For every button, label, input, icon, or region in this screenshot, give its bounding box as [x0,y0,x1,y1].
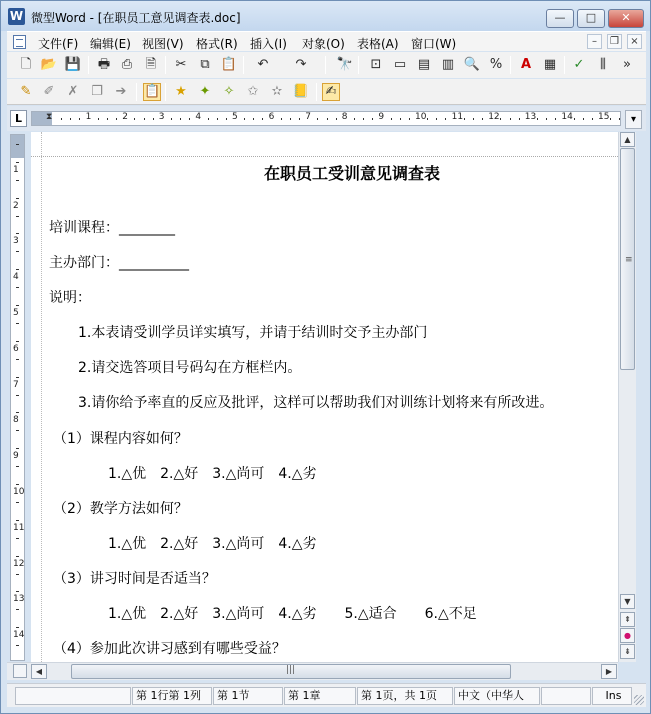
toolbar-separator [136,83,137,101]
wand4-icon[interactable]: ✫ [271,84,283,99]
menu-file[interactable]: 文件(F) [38,37,79,51]
status-blank [541,687,591,705]
ruler-number: 7 [13,379,19,390]
horizontal-ruler[interactable] [31,111,621,126]
save-icon[interactable]: 💾 [64,57,82,72]
ruler-number: 9 [378,112,385,122]
document-line: （3）讲习时间是否适当？ [53,571,216,587]
ruler-tick [16,556,19,557]
ruler-number: 15 [598,112,610,122]
menu-edit[interactable]: 编辑(E) [90,37,131,51]
ruler-tick [16,359,19,360]
star-wand-icon[interactable]: ★ [175,84,187,99]
toolbar-separator [165,83,166,101]
ruler-tick [409,118,410,120]
menu-object[interactable]: 对象(O) [302,37,345,51]
redo-icon[interactable]: ↷ [295,57,307,72]
ruler-tick [16,591,19,592]
close-button[interactable]: ✕ [608,9,644,28]
ruler-tick [79,118,80,120]
toolbar-separator [564,56,565,74]
ruler-tick [98,118,99,120]
ruler-tick [299,118,300,120]
new-icon[interactable]: 🗋 [20,57,32,72]
resize-grip-icon[interactable] [634,695,644,705]
ruler-number: 7 [305,112,311,122]
print-preview-icon[interactable]: 🗎 [145,57,157,72]
select-browse-object-button[interactable]: ● [620,628,635,643]
ruler-tick [171,118,172,120]
ruler-tick [262,118,263,120]
doc-close-button[interactable]: × [627,34,642,49]
toolbar-separator [316,83,317,101]
ruler-number: 1 [13,164,19,175]
ruler-tick [537,118,538,120]
ruler-tick [144,118,145,120]
doc-copy-icon[interactable]: ❐ [91,84,103,99]
document-line: 1.△优 2.△好 3.△尚可 4.△劣 [108,536,317,552]
document-line: （2）教学方法如何？ [53,501,188,517]
ruler-tick [16,180,19,181]
zoom-icon[interactable]: 🔍 [463,57,481,72]
open-icon[interactable]: 📂 [40,57,58,72]
document-line: 说明： [49,290,91,306]
ruler-number: 10 [415,112,427,122]
menu-table[interactable]: 表格(A) [357,37,399,51]
ruler-tick [208,118,209,120]
wand1-icon[interactable]: ✦ [199,84,211,99]
document-line: 培训课程：________ [49,220,175,236]
ruler-tick [436,118,437,120]
ruler-tick [16,395,19,396]
pdf-icon[interactable]: ⎙ [121,57,133,72]
ruler-number: 13 [13,594,25,605]
status-bar [7,683,646,707]
ruler-tick [226,118,227,120]
ruler-tick [546,118,547,120]
ruler-tick [189,118,190,120]
ruler-tick [244,118,245,120]
ruler-tick [16,538,19,539]
ruler-number: 1 [85,112,92,122]
clipboard-icon[interactable]: 📋 [144,84,161,99]
ruler-tick [16,305,19,306]
menu-format[interactable]: 格式(R) [196,37,238,51]
wand3-icon[interactable]: ✩ [247,84,259,99]
menu-bar [7,31,646,51]
menu-insert[interactable]: 插入(I) [250,37,287,51]
spellcheck-icon[interactable]: ✓ [573,57,585,72]
scroll-left-button[interactable]: ◀ [31,664,47,679]
document-line: （4）参加此次讲习感到有哪些受益？ [53,641,286,657]
zoom-percent-icon[interactable]: % [489,57,503,72]
scroll-down-button[interactable]: ▼ [620,594,635,609]
ruler-tick [290,118,291,120]
ruler-tick [16,198,19,199]
ruler-tick [16,448,19,449]
ruler-tick [336,118,337,120]
ruler-number: 11 [451,112,464,122]
copy-icon[interactable]: ⧉ [200,57,210,72]
ruler-tick [16,323,19,324]
ruler-tick [16,377,19,378]
standard-toolbar [7,52,646,78]
ruler-tick [16,216,19,217]
ruler-number: 3 [158,112,165,122]
document-title: 在职员工受训意见调查表 [264,164,441,183]
ruler-tick [16,287,19,288]
paste-icon[interactable]: 📋 [220,57,238,72]
ruler-top-margin [11,135,24,158]
ruler-tick [217,118,218,120]
scroll-right-button[interactable]: ▶ [601,664,617,679]
font-color-icon[interactable]: A [520,57,532,72]
columns-icon[interactable]: ▥ [441,57,455,72]
ruler-tick [445,118,446,120]
ruler-number: 12 [13,558,25,569]
ruler-tick [464,118,465,120]
doc-edit-icon[interactable]: ✍ [322,83,340,101]
ruler-tick [592,118,593,120]
status-chapter: 第 1章 [284,687,356,705]
document-line: 3.请你给予率直的反应及批评，这样可以帮助我们对训练计划将来有所改进。 [78,395,554,411]
edit-doc-icon[interactable]: ✎ [20,84,32,99]
notebook-icon[interactable]: 📒 [292,84,310,99]
page-number-icon[interactable]: ⊡ [370,57,382,72]
status-section: 第 1节 [213,687,283,705]
word-count-icon[interactable]: ⫼ [600,57,606,72]
ruler-number: 2 [122,112,128,122]
ruler-tick [400,118,401,120]
minimize-button[interactable]: — [546,9,574,28]
ruler-tick [16,502,19,503]
ruler-tick [16,162,19,163]
page-margin-guide [31,156,618,157]
document-icon[interactable] [13,35,26,49]
ruler-number: 5 [13,308,19,318]
next-page-button[interactable]: ⇟ [620,644,635,659]
ruler-tick [16,269,19,270]
status-insert-mode[interactable]: Ins [592,687,632,705]
object-toolbar [7,79,646,105]
page-margin-guide [41,132,42,662]
ruler-tick [61,118,62,120]
delete-doc-icon[interactable]: ✗ [67,84,79,99]
ruler-number: 6 [13,343,19,354]
ruler-tick [16,233,19,234]
indent-marker-icon[interactable]: ⧗ [46,112,53,122]
ruler-tick [555,118,556,120]
ruler-tick [391,118,392,120]
ruler-tick [16,430,19,431]
print-icon[interactable]: 🖶 [97,57,111,72]
ruler-number: 13 [524,112,537,122]
ruler-tick [16,520,19,521]
ruler-tick [253,118,254,120]
ruler-tick [482,118,483,120]
ruler-number: 8 [13,415,19,426]
ruler-number: 11 [13,522,25,533]
undo-icon[interactable]: ↶ [257,57,269,72]
ruler-tick [16,251,19,252]
ruler-tick [619,118,620,120]
doc-arrow-icon[interactable]: ➔ [115,84,127,99]
normal-view-button[interactable] [13,664,27,678]
ruler-tick [574,118,575,120]
menu-view[interactable]: 视图(V) [142,37,184,51]
ruler-tick [317,118,318,120]
ruler-tick [363,118,364,120]
ruler-number: 14 [561,112,573,122]
horizontal-scroll-thumb[interactable] [71,664,511,679]
ruler-tick [500,118,501,120]
ruler-tick [180,118,181,120]
previous-page-button[interactable]: ⇞ [620,612,635,627]
ruler-tick [510,118,511,120]
document-line: 1.本表请受训学员详实填写，并请于结训时交予主办部门 [78,325,428,341]
ruler-number: 4 [195,112,202,122]
ruler-tick [16,144,19,145]
document-line: （1）课程内容如何？ [53,431,188,447]
document-line: 1.△优 2.△好 3.△尚可 4.△劣 5.△适合 6.△不足 [108,606,477,622]
toolbar-separator [358,56,359,74]
tab-stop-selector[interactable]: L [10,110,27,127]
toolbar-separator [325,56,326,74]
vertical-ruler[interactable] [10,134,25,661]
ruler-tick [16,341,19,342]
ruler-tick [116,118,117,120]
ruler-tick [281,118,282,120]
ruler-tick [134,118,135,120]
ruler-number: 6 [268,112,275,122]
doc-minimize-button[interactable]: – [587,34,602,49]
ruler-number: 3 [13,236,19,247]
ruler-number: 12 [488,112,500,122]
ruler-tick [16,627,19,628]
cut-icon[interactable]: ✂ [175,57,187,72]
scroll-grip-icon: ≡ [625,255,633,265]
ruler-row [7,106,646,131]
word-app-icon[interactable]: W [9,9,24,23]
ruler-tick [354,118,355,120]
ruler-tick [107,118,108,120]
ruler-tick [16,574,19,575]
doc-restore-button[interactable]: ❐ [607,34,622,49]
ruler-tick [583,118,584,120]
ruler-tick [427,118,428,120]
document-canvas[interactable] [31,132,618,662]
ruler-tick [327,118,328,120]
ruler-number: 9 [13,451,19,462]
vertical-scrollbar[interactable] [618,132,636,662]
horizontal-scrollbar[interactable] [7,662,618,680]
ruler-number: 5 [232,112,238,122]
format-icon[interactable]: ▦ [543,57,557,72]
document-line: 主办部门：__________ [49,255,189,271]
vertical-scroll-thumb[interactable] [620,148,635,370]
ruler-tick [610,118,611,120]
wand2-icon[interactable]: ✧ [223,84,235,99]
status-line-column: 第 1行第 1列 [132,687,212,705]
document-line: 1.△优 2.△好 3.△尚可 4.△劣 [108,466,317,482]
toolbar-overflow-icon[interactable]: » [623,57,631,72]
ruler-tick [473,118,474,120]
scroll-grip-icon: ||| [286,665,296,675]
status-page: 第 1页，共 1页 [357,687,453,705]
find-icon[interactable]: 🔭 [336,57,354,72]
toolbar-separator [165,56,166,74]
header-icon[interactable]: ▭ [393,57,407,72]
ruler-number: 2 [13,200,19,211]
title-bar [1,1,650,31]
window-title: 微型Word - [在职员工意见调查表.doc] [31,11,241,25]
ruler-number: 14 [13,630,25,641]
ruler-number: 10 [13,487,25,497]
toolbar-separator [243,56,244,74]
document-line: 2.请交选答项目号码勾在方框栏内。 [78,360,302,376]
maximize-button[interactable]: □ [577,9,605,28]
ruler-tick [372,118,373,120]
ruler-tick [16,609,19,610]
footer-icon[interactable]: ▤ [417,57,431,72]
status-language: 中文（中华人 [454,687,540,705]
ruler-number: 8 [341,112,348,122]
ruler-tick [16,466,19,467]
ruler-tick [16,645,19,646]
toolbar-separator [88,56,89,74]
ruler-tick [519,118,520,120]
ruler-tick [16,412,19,413]
ruler-number: 4 [13,272,19,283]
ruler-tick [153,118,154,120]
status-empty-cell [15,687,131,705]
toolbar-separator [510,56,511,74]
ruler-toggle-button[interactable]: ▾ [625,110,642,129]
ruler-tick [70,118,71,120]
ruler-tick [16,484,19,485]
edit-doc2-icon[interactable]: ✐ [43,84,55,99]
scroll-up-button[interactable]: ▲ [620,132,635,147]
menu-window[interactable]: 窗口(W) [411,37,457,51]
